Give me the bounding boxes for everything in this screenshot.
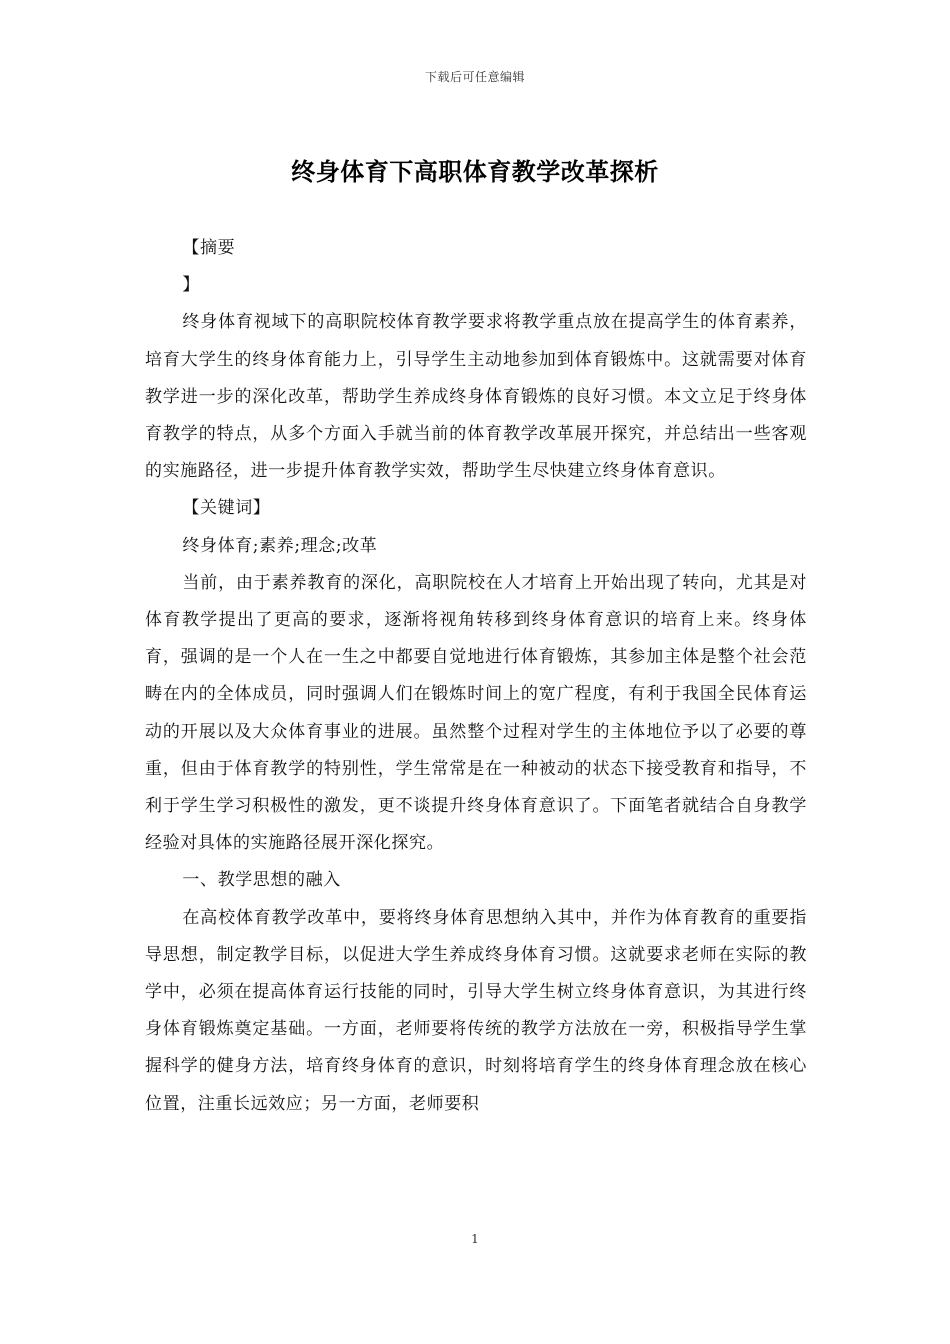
abstract-label-open: 【摘要	[182, 238, 236, 258]
document-title: 终身体育下高职体育教学改革探析	[291, 158, 659, 186]
header-note: 下载后可任意编辑	[424, 70, 525, 84]
abstract-paragraph: 终身体育视域下的高职院校体育教学要求将教学重点放在提高学生的体育素养，培育大学生的终身体育能力上，引导学生主动地参加到体育锻炼中。这就需要对体育教学进一步的深化改革，帮助学生养成终身体育锻炼的良好习惯。本文立足于终身体育教学的特点，从多个方面入手就当前的体育教学改革展开探究，并总结出一些客观的实施路径，进一步提升体育教学实效，帮助学生尽快建立终身体育意识。	[145, 312, 807, 482]
abstract-label-close: 】	[182, 275, 200, 296]
document-body	[145, 230, 807, 1123]
section-1-heading: 一、教学思想的融入	[182, 870, 341, 891]
keywords-text: 终身体育;素养;理念;改革	[182, 535, 378, 556]
keywords-label: 【关键词】	[182, 498, 271, 519]
section-1-paragraph: 在高校体育教学改革中，要将终身体育思想纳入其中，并作为体育教育的重要指导思想，制定教学目标，以促进大学生养成终身体育习惯。这就要求老师在实际的教学中，必须在提高体育运行技能的同时，引导大学生树立终身体育意识，为其进行终身体育锻炼奠定基础。一方面，老师要将传统的教学方法放在一旁，积极指导学生掌握科学的健身方法，培育终身体育的意识，时刻将培育学生的终身体育理念放在核心位置，注重长远效应；另一方面，老师要积	[145, 907, 807, 1114]
page-number: 1	[471, 1232, 479, 1246]
intro-paragraph: 当前，由于素养教育的深化，高职院校在人才培育上开始出现了转向，尤其是对体育教学提出了更高的要求，逐渐将视角转移到终身体育意识的培育上来。终身体育，强调的是一个人在一生之中都要自觉地进行体育锻炼，其参加主体是整个社会范畴在内的全体成员，同时强调人们在锻炼时间上的宽广程度，有利于我国全民体育运动的开展以及大众体育事业的进展。虽然整个过程对学生的主体地位予以了必要的尊重，但由于体育教学的特别性，学生常常是在一种被动的状态下接受教育和指导，不利于学生学习积极性的激发，更不谈提升终身体育意识了。下面笔者就结合自身教学经验对具体的实施路径展开深化探究。	[145, 572, 807, 854]
